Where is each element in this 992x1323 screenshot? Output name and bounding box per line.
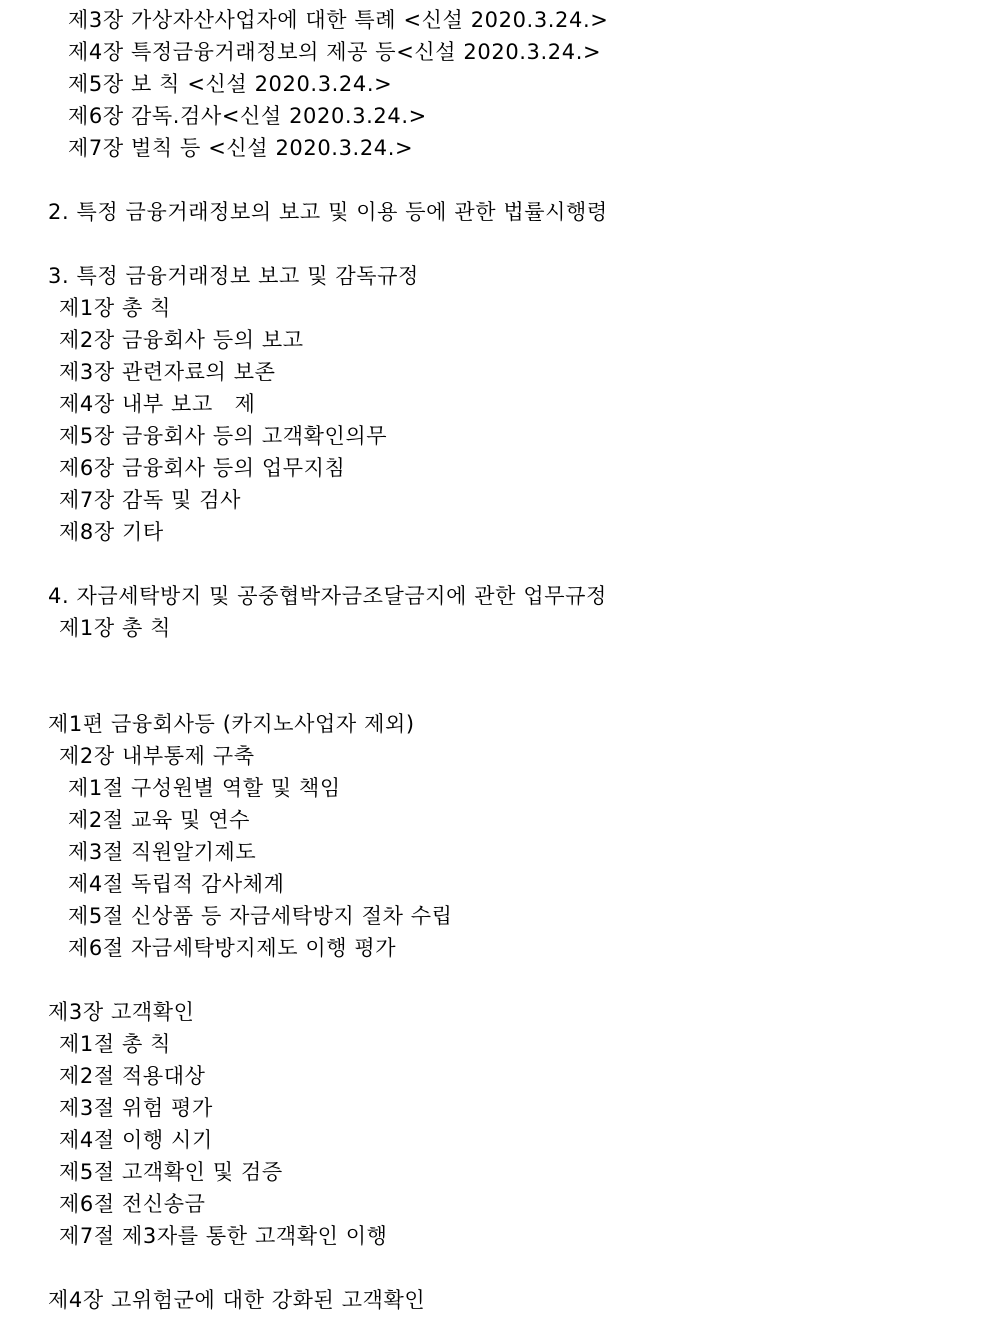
section-heading: 2. 특정 금융거래정보의 보고 및 이용 등에 관한 법률시행령 (48, 200, 608, 224)
section-heading: 제4장 고위험군에 대한 강화된 고객확인 (48, 1288, 426, 1312)
blank-line (0, 964, 992, 996)
blank-line (0, 548, 992, 580)
toc-entry: 제5장 금융회사 등의 고객확인의무 (59, 424, 388, 448)
section-heading: 4. 자금세탁방지 및 공중협박자금조달금지에 관한 업무규정 (48, 584, 607, 608)
toc-entry: 제2절 적용대상 (59, 1064, 206, 1088)
toc-entry: 제1절 총 칙 (59, 1032, 172, 1056)
section-heading: 제1편 금융회사등 (카지노사업자 제외) (48, 712, 415, 736)
blank-line (0, 676, 992, 708)
blank-line (0, 164, 992, 196)
toc-entry: 제3절 직원알기제도 (68, 840, 257, 864)
document-body (0, 4, 992, 1316)
blank-line (0, 228, 992, 260)
toc-entry: 제6절 전신송금 (59, 1192, 206, 1216)
toc-entry: 제1장 총 칙 (59, 296, 172, 320)
toc-entry: 제4장 특정금융거래정보의 제공 등<신설 2020.3.24.> (68, 40, 602, 64)
toc-entry: 제7장 벌칙 등 <신설 2020.3.24.> (68, 136, 414, 160)
section-heading: 3. 특정 금융거래정보 보고 및 감독규정 (48, 264, 419, 288)
toc-entry: 제4절 이행 시기 (59, 1128, 213, 1152)
toc-entry: 제2장 내부통제 구축 (59, 744, 255, 768)
toc-entry: 제7장 감독 및 검사 (59, 488, 241, 512)
toc-entry: 제1장 총 칙 (59, 616, 172, 640)
toc-entry: 제6장 감독.검사<신설 2020.3.24.> (68, 104, 427, 128)
blank-line (0, 644, 992, 676)
section-heading: 제3장 고객확인 (48, 1000, 195, 1024)
toc-entry: 제1절 구성원별 역할 및 책임 (68, 776, 341, 800)
toc-entry: 제5장 보 칙 <신설 2020.3.24.> (68, 72, 393, 96)
toc-entry: 제2장 금융회사 등의 보고 (59, 328, 304, 352)
toc-entry: 제7절 제3자를 통한 고객확인 이행 (59, 1224, 388, 1248)
toc-entry: 제4절 독립적 감사체계 (68, 872, 285, 896)
toc-entry: 제8장 기타 (59, 520, 164, 544)
toc-entry: 제6장 금융회사 등의 업무지침 (59, 456, 346, 480)
toc-entry: 제4장 내부 보고 제 (59, 392, 256, 416)
toc-entry: 제3절 위험 평가 (59, 1096, 213, 1120)
blank-line (0, 1252, 992, 1284)
toc-entry: 제6절 자금세탁방지제도 이행 평가 (68, 936, 397, 960)
toc-entry: 제5절 신상품 등 자금세탁방지 절차 수립 (68, 904, 453, 928)
toc-entry: 제3장 관련자료의 보존 (59, 360, 276, 384)
toc-entry: 제2절 교육 및 연수 (68, 808, 250, 832)
toc-entry: 제5절 고객확인 및 검증 (59, 1160, 283, 1184)
toc-entry: 제3장 가상자산사업자에 대한 특례 <신설 2020.3.24.> (68, 8, 609, 32)
